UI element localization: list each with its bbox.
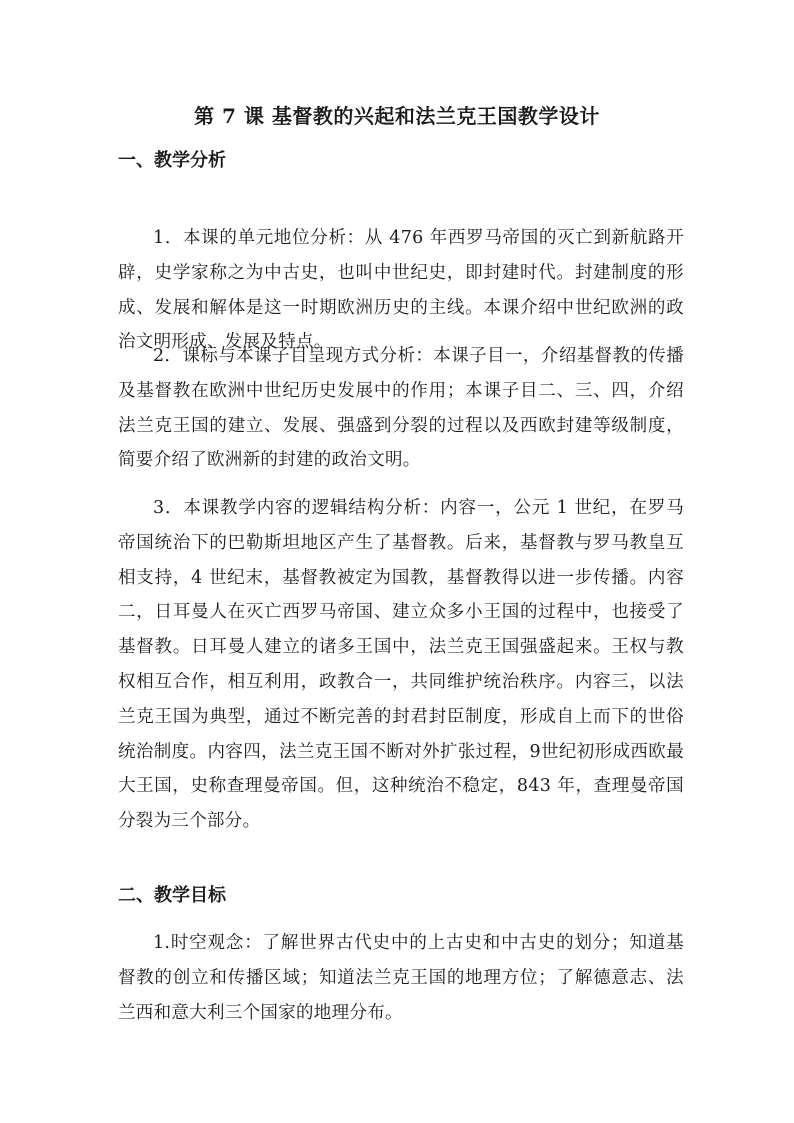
paragraph-spatiotemporal-concept: 1.时空观念：了解世界古代史中的上古史和中古史的划分；知道基督教的创立和传播区域；知道法兰克王国的地理方位；了解德意志、法兰西和意大利三个国家的地理分布。 [118,933,684,1023]
section-heading-teaching-analysis: 一、教学分析 [118,150,226,171]
document-title: 第 7 课 基督教的兴起和法兰克王国教学设计 [194,104,600,128]
section-heading-teaching-goals: 二、教学目标 [118,885,226,906]
paragraph-logic-structure-analysis: 3．本课教学内容的逻辑结构分析：内容一，公元 1 世纪，在罗马帝国统治下的巴勒斯坦地区产生了基督教。后来，基督教与罗马教皇互相支持，4 世纪末，基督教被定为国教，基督教得以进一步传播。内容二，日耳曼人在灭亡西罗马帝国、建立众多小王国的过程中，也接受了基督教。日耳曼人建立的诸多王国中，法兰克王国强盛起来。王权与教权相互合作，相互利用，政教合一，共同维护统治秩序。内容三，以法兰克王国为典型，通过不断完善的封君封臣制度，形成自上而下的世俗统治制度。内容四，法兰克王国不断对外扩张过程，9世纪初形成西欧最大王国，史称查理曼帝国。但，这种统治不稳定，843 年，查理曼帝国分裂为三个部分。 [118,498,684,832]
paragraph-curriculum-analysis: 2．课标与本课子目呈现方式分析：本课子目一，介绍基督教的传播及基督教在欧洲中世纪历史发展中的作用；本课子目二、三、四，介绍法兰克王国的建立、发展、强盛到分裂的过程以及西欧封建等级制度，简要介绍了欧洲新的封建的政治文明。 [118,346,684,471]
paragraph-unit-position-analysis: 1．本课的单元地位分析：从 476 年西罗马帝国的灭亡到新航路开辟，史学家称之为中古史，也叫中世纪史，即封建时代。封建制度的形成、发展和解体是这一时期欧洲历史的主线。本课介绍中世纪欧洲的政治文明形成、发展及特点。 [118,228,684,353]
